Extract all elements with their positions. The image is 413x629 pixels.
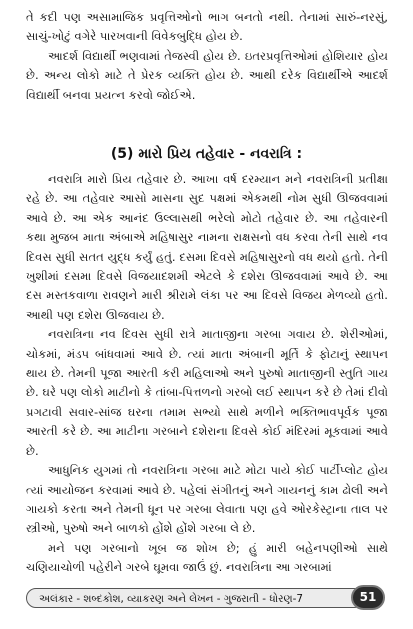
paragraph: મને પણ ગરબાનો ખૂબ જ શોખ છે; હું મારી બહેનપણીઓ સાથે ચણિયાચોળી પહેરીને ગરબે ઘૂમવા જાઉં છું. નવરાત્રિના આ ગરબામાં bbox=[26, 540, 388, 575]
essay-text-block bbox=[26, 170, 388, 578]
book-title-footer: અલંકાર - શબ્દકોશ, વ્યાકરણ અને લેખન - ગુજરાતી - ધોરણ-7 bbox=[26, 588, 364, 608]
section-heading: (5) મારો પ્રિય તહેવાર - નવરાત્રિ : bbox=[110, 146, 303, 162]
intro-text-block bbox=[26, 8, 388, 105]
paragraph: તે કદી પણ અસામાજિક પ્રવૃત્તિઓનો ભાગ બનતો નથી. તેનામાં સારું-નરસું, સાચું-ખોટું વગેરે પારખવાની વિવેકબુદ્ધિ હોય છે. bbox=[26, 10, 388, 44]
paragraph: નવરાત્રિ મારો પ્રિય તહેવાર છે. આખા વર્ષ દરમ્યાન મને નવરાત્રિની પ્રતીક્ષા રહે છે. આ તહેવાર આસો માસના સુદ પક્ષમાં એકમથી નોમ સુધી ઊજવવામાં આવે છે. આ એક આનંદ ઉલ્લાસથી ભરેલો મોટો તહેવાર છે. આ તહેવારની કથા મુજબ માતા અંબાએ મહિષાસુર નામના રાક્ષસનો વધ કરવા તેની સાથે નવ દિવસ સુધી સતત યુદ્ધ કર્યું હતું. દસમા દિવસે મહિષાસુરનો વધ થયો હતો. તેની ખુશીમાં દસમા દિવસે વિજયાદશમી એટલે કે દશેરા ઊજવવામાં આવે છે. આ દસ મસ્તકવાળા રાવણને મારી શ્રીરામે લંકા પર આ દિવસે વિજય મેળવ્યો હતો. આથી પણ દશેરા ઊજવાય છે. bbox=[26, 172, 388, 322]
page-number-badge: 51 bbox=[351, 585, 385, 610]
paragraph: આદર્શ વિદ્યાર્થી ભણવામાં તેજસ્વી હોય છે. ઇતરપ્રવૃત્તિઓમાં હોશિયાર હોય છે. અન્ય લોકો માટે તે પ્રેરક વ્યક્તિ હોય છે. આથી દરેક વિદ્યાર્થીએ આદર્શ વિદ્યાર્થી બનવા પ્રયત્ન કરવો જોઈએ. bbox=[26, 48, 388, 102]
paragraph: નવરાત્રિના નવ દિવસ સુધી રાત્રે માતાજીના ગરબા ગવાય છે. શેરીઓમાં, ચોકમાં, મંડપ બાંધવામાં આવે છે. ત્યાં માતા અંબાની મૂર્તિ કે ફોટાનું સ્થાપન થાય છે. તેમની પૂજા આરતી કરી મહિલાઓ અને પુરુષો માતાજીની સ્તુતિ ગાય છે. ઘરે પણ લોકો માટીનો કે તાંબા-પિત્તળનો ગરબો લઈ સ્થાપન કરે છે તેમાં દીવો પ્રગટાવી સવાર-સાંજ ઘરના તમામ સભ્યો સાથે મળીને ભક્તિભાવપૂર્વક પૂજા આરતી કરે છે. આ માટીના ગરબાને દશેરાના દિવસે કોઈ મંદિરમાં મૂકવામાં આવે છે. bbox=[26, 327, 388, 458]
paragraph: આધુનિક યુગમાં તો નવરાત્રિના ગરબા માટે મોટા પાયે કોઈ પાર્ટીપ્લોટ હોય ત્યાં આયોજન કરવામાં આવે છે. પહેલાં સંગીતનું અને ગાયનનું કામ ઢોલી અને ગાયકો કરતા અને તેમની ધૂન પર ગરબા લેવાતા પણ હવે ઓરકેસ્ટ્રાના તાલ પર સ્ત્રીઓ, પુરુષો અને બાળકો હોંશે હોંશે ગરબા લે છે. bbox=[26, 463, 388, 536]
